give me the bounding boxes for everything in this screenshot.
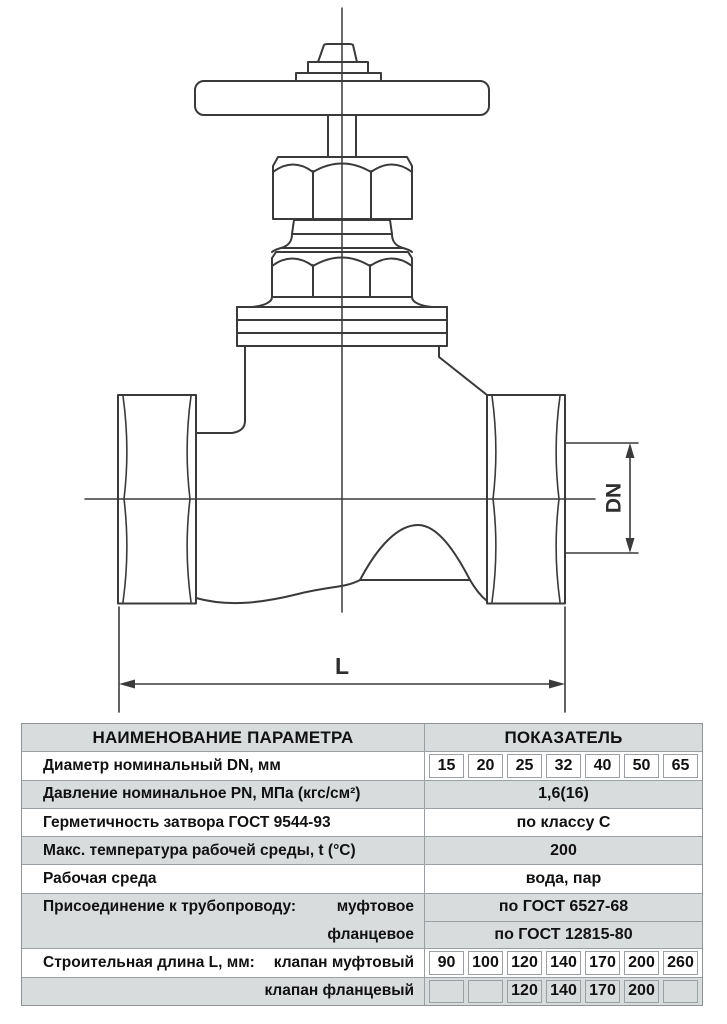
param-value: по ГОСТ 6527-68 [425,894,702,922]
length-cell: 200 [624,980,659,1003]
table-header-row [22,724,702,752]
param-sublabel: фланцевое [327,925,414,943]
length-cell: 120 [507,980,542,1003]
dn-cells [425,752,702,779]
dn-cell: 65 [663,754,698,777]
length-cell [468,980,503,1003]
param-value: по ГОСТ 12815-80 [494,925,633,943]
length-muff-cells [425,949,702,976]
param-label: Давление номинальное PN, МПа (кгс/см²) [22,781,425,808]
param-label: Герметичность затвора ГОСТ 9544-93 [22,809,425,836]
connection-values [425,894,702,949]
row-length-muff [22,949,702,977]
row-tightness [22,809,702,837]
length-cell: 140 [546,980,581,1003]
param-label: Диаметр номинальный DN, мм [22,752,425,779]
header-value: ПОКАЗАТЕЛЬ [504,727,623,747]
dn-dimension [565,443,638,553]
header-param: НАИМЕНОВАНИЕ ПАРАМЕТРА [22,724,425,751]
length-cell: 170 [585,980,620,1003]
row-length-flanged [22,978,702,1005]
param-value: по классу С [516,813,611,831]
param-label: Рабочая среда [22,865,425,892]
param-value: 200 [550,841,577,859]
row-dn [22,752,702,780]
dn-cell: 32 [546,754,581,777]
param-label-block [22,949,425,976]
dn-cell: 50 [624,754,659,777]
length-cell: 200 [624,951,659,974]
length-cell: 120 [507,951,542,974]
param-label: Присоединение к трубопроводу: [43,898,297,916]
length-cell [429,980,464,1003]
row-pn [22,781,702,809]
param-sublabel: клапан муфтовый [273,954,414,972]
length-cell: 260 [663,951,698,974]
row-max-temp [22,837,702,865]
dn-label: DN [602,482,626,514]
dn-cell: 40 [585,754,620,777]
stem-cap-nut [296,44,381,81]
dn-cell: 25 [507,754,542,777]
dn-cell: 20 [468,754,503,777]
dn-cell: 15 [429,754,464,777]
param-label-block [22,894,425,949]
spec-table [21,723,703,1006]
param-value: 1,6(16) [538,785,589,803]
l-label: L [334,653,350,679]
length-cell: 170 [585,951,620,974]
param-label: Строительная длина L, мм: [43,954,255,972]
row-connection [22,894,702,950]
length-cell: 140 [546,951,581,974]
param-label: Макс. температура рабочей среды, t (°C) [22,837,425,864]
param-value: вода, пар [525,870,602,888]
param-sublabel: муфтовое [336,898,414,916]
param-label: клапан фланцевый [22,978,425,1005]
length-flanged-cells [425,978,702,1005]
row-medium [22,865,702,893]
length-cell: 100 [468,951,503,974]
length-cell: 90 [429,951,464,974]
length-cell [663,980,698,1003]
